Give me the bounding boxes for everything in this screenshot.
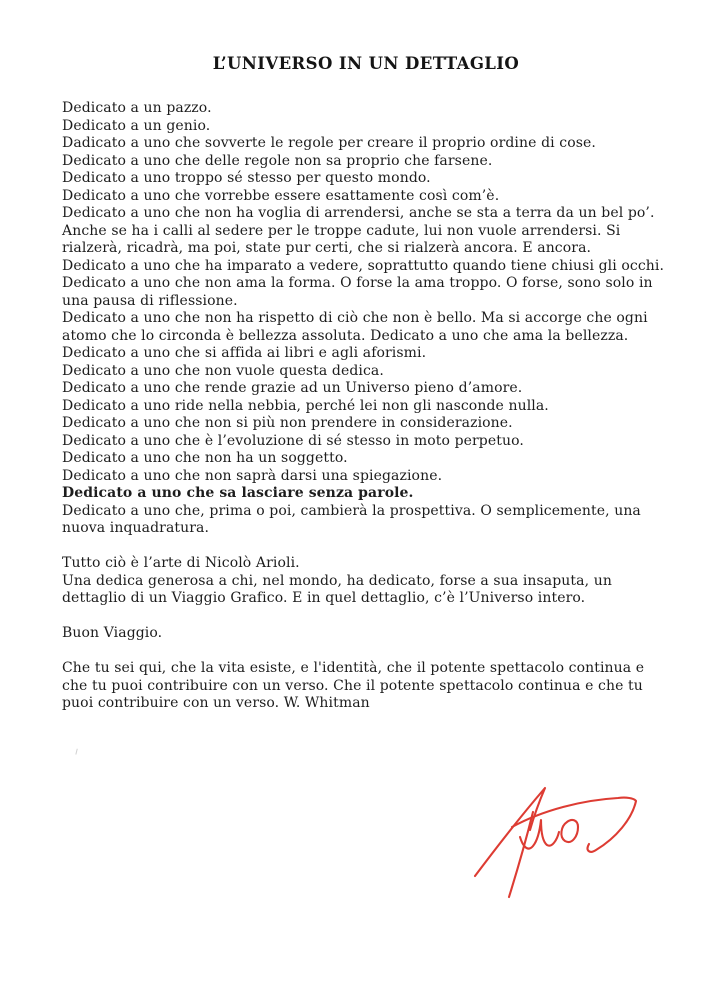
dedication-line: Dedicato a uno che è l’evoluzione di sé stesso in moto perpetuo. [62, 432, 524, 449]
dedication-line: Dedicato a uno che rende grazie ad un Universo pieno d’amore. [62, 380, 523, 396]
farewell-text: Buon Viaggio. [62, 625, 163, 641]
farewell-paragraph [62, 625, 670, 643]
signature-stroke-descender [509, 812, 533, 897]
dedication-line: Dedicato a uno che non vuole questa dedica. [62, 362, 384, 379]
signature-stroke-letters [520, 820, 559, 849]
quote-paragraph [62, 660, 670, 713]
dedication-line: Dedicato a uno che non ha un soggetto. [62, 450, 348, 466]
signature-icon [468, 774, 660, 900]
quote-text: Che tu sei qui, che la vita esiste, e l'identità, che il potente spettacolo continua e che tu puoi contribuire con un verso. Che il potente spettacolo continua e che tu puoi contribuire con un verso. W. Whitman [62, 660, 645, 711]
dedication-line: Dedicato a un pazzo. [62, 100, 212, 116]
closing-line: Tutto ciò è l’arte di Nicolò Arioli. [62, 555, 300, 571]
closing-line: Una dedica generosa a chi, nel mondo, ha dedicato, forse a sua insaputa, un dettaglio di un Viaggio Grafico. E in quel dettaglio, c’è l’Universo intero. [62, 572, 612, 606]
dedication-list [62, 100, 670, 538]
dedication-line: Dedicato a uno che non ha voglia di arrendersi, anche se sta a terra da un bel po’. [62, 205, 655, 221]
dedication-line: Dedicato a uno che vorrebbe essere esattamente così com’è. [62, 187, 500, 204]
dedication-line: Dedicato a un genio. [62, 117, 211, 134]
signature-scribble [468, 774, 660, 900]
dedication-line: Dedicato a uno che, prima o poi, cambierà la prospettiva. O semplicemente, una nuova inquadratura. [62, 502, 641, 536]
dedication-line: Dedicato a uno che ha imparato a vedere, soprattutto quando tiene chiusi gli occhi. [62, 257, 665, 274]
dedication-line: Dedicato a uno che si affida ai libri e agli aforismi. [62, 345, 427, 361]
dedication-line: Dedicato a uno che sa lasciare senza parole. [62, 485, 414, 501]
dedication-line: Dedicato a uno troppo sé stesso per questo mondo. [62, 170, 431, 186]
dedication-line: Dadicato a uno che sovverte le regole per creare il proprio ordine di cose. [62, 135, 596, 151]
page-title: L’UNIVERSO IN UN DETTAGLIO [212, 54, 520, 73]
dedication-line: Dedicato a uno che non saprà darsi una spiegazione. [62, 467, 443, 484]
dedication-line: Dedicato a uno che non ha rispetto di ciò che non è bello. Ma si accorge che ogni atomo che lo circonda è bellezza assoluta. Dedicato a uno che ama la bellezza. [62, 310, 648, 344]
document-content [62, 54, 670, 713]
scan-speck-mark [75, 749, 80, 756]
dedication-line: Dedicato a uno ride nella nebbia, perché lei non gli nasconde nulla. [62, 397, 549, 414]
dedication-line: Dedicato a uno che non ama la forma. O forse la ama troppo. O forse, sono solo in una pausa di riflessione. [62, 275, 653, 309]
signature-strokes [475, 788, 636, 897]
dedication-line: Dedicato a uno che non si più non prendere in considerazione. [62, 415, 513, 431]
signature-stroke-o-loop [561, 820, 578, 842]
dedication-line: Anche se ha i calli al sedere per le troppe cadute, lui non vuole arrendersi. Si rialzerà, ricadrà, ma poi, state pur certi, che si rialzerà ancora. E ancora. [62, 222, 621, 256]
closing-paragraph [62, 555, 670, 608]
dedication-line: Dedicato a uno che delle regole non sa proprio che farsene. [62, 152, 493, 169]
signature-stroke-diagonal [475, 788, 545, 876]
